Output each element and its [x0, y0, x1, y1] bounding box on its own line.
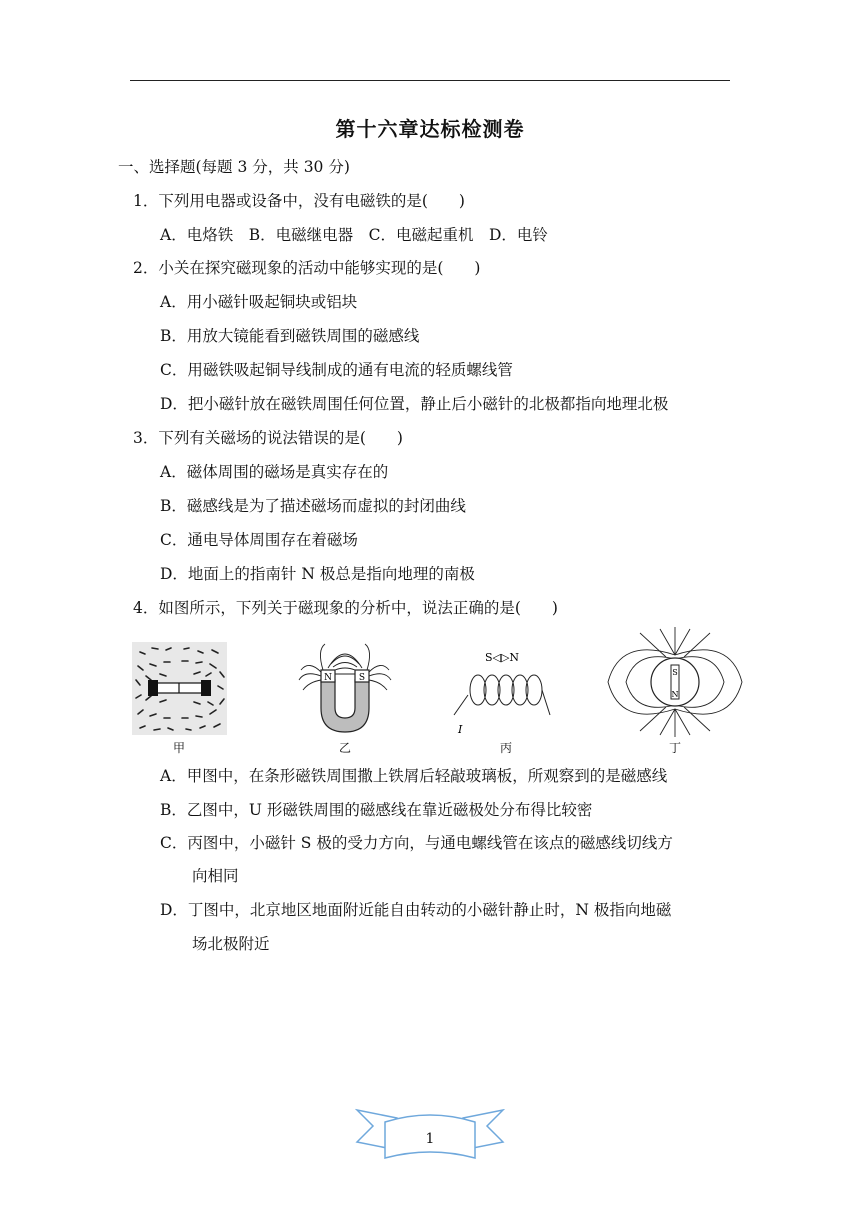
- question-3-stem: 3．下列有关磁场的说法错误的是( ): [133, 429, 403, 447]
- question-4-option-d: D．丁图中，北京地区地面附近能自由转动的小磁针静止时，N 极指向地磁: [160, 901, 672, 919]
- question-2-option-c: C．用磁铁吸起铜导线制成的通有电流的轻质螺线管: [160, 361, 513, 379]
- figure-label-bing: 丙: [499, 741, 512, 755]
- u-magnet-n-label: N: [324, 673, 332, 683]
- question-2-option-b: B．用放大镜能看到磁铁周围的磁感线: [160, 327, 420, 345]
- question-4-option-a: A．甲图中，在条形磁铁周围撒上铁屑后轻敲玻璃板，所观察到的是磁感线: [160, 767, 668, 785]
- question-1-options: A．电烙铁 B．电磁继电器 C．电磁起重机 D．电铃: [160, 226, 548, 244]
- question-3-option-d: D．地面上的指南针 N 极总是指向地理的南极: [160, 565, 475, 583]
- section-heading: 一、选择题(每题 3 分，共 30 分): [118, 158, 350, 176]
- figure-bing: [450, 645, 560, 735]
- question-3-option-c: C．通电导体周围存在着磁场: [160, 531, 358, 549]
- page-title: 第十六章达标检测卷: [335, 117, 525, 141]
- question-4-option-d-continued: 场北极附近: [192, 935, 270, 953]
- earth-magnet-s-label: S: [672, 668, 678, 677]
- u-magnet-diagram: [295, 640, 395, 735]
- question-2-option-a: A．用小磁针吸起铜块或铝块: [160, 293, 358, 311]
- figure-label-jia: 甲: [172, 741, 185, 755]
- header-rule: [130, 80, 730, 81]
- figure-label-yi: 乙: [338, 741, 351, 755]
- question-3-option-a: A．磁体周围的磁场是真实存在的: [160, 463, 389, 481]
- solenoid-diagram: [450, 645, 560, 735]
- compass-label: S◁▷N: [484, 651, 520, 664]
- figure-ding: [600, 627, 750, 737]
- question-1-stem: 1．下列用电器或设备中，没有电磁铁的是( ): [133, 192, 465, 210]
- question-2-option-d: D．把小磁针放在磁铁周围任何位置，静止后小磁针的北极都指向地理北极: [160, 395, 669, 413]
- question-4-option-b: B．乙图中，U 形磁铁周围的磁感线在靠近磁极处分布得比较密: [160, 801, 593, 819]
- earth-magnet-n-label: N: [671, 690, 679, 699]
- page-number: 1: [425, 1131, 435, 1147]
- current-label: I: [458, 723, 463, 735]
- figure-jia: [132, 642, 227, 735]
- question-4-option-c-continued: 向相同: [192, 867, 239, 885]
- iron-filings-image: [132, 642, 227, 735]
- figure-yi: [295, 640, 395, 735]
- question-3-option-b: B．磁感线是为了描述磁场而虚拟的封闭曲线: [160, 497, 466, 515]
- earth-field-diagram: [600, 627, 750, 737]
- figure-label-ding: 丁: [668, 741, 681, 755]
- question-4-option-c: C．丙图中，小磁针 S 极的受力方向，与通电螺线管在该点的磁感线切线方: [160, 834, 673, 852]
- u-magnet-s-label: S: [358, 673, 366, 683]
- question-4-stem: 4．如图所示，下列关于磁现象的分析中，说法正确的是( ): [133, 599, 558, 617]
- question-2-stem: 2．小关在探究磁现象的活动中能够实现的是( ): [133, 259, 481, 277]
